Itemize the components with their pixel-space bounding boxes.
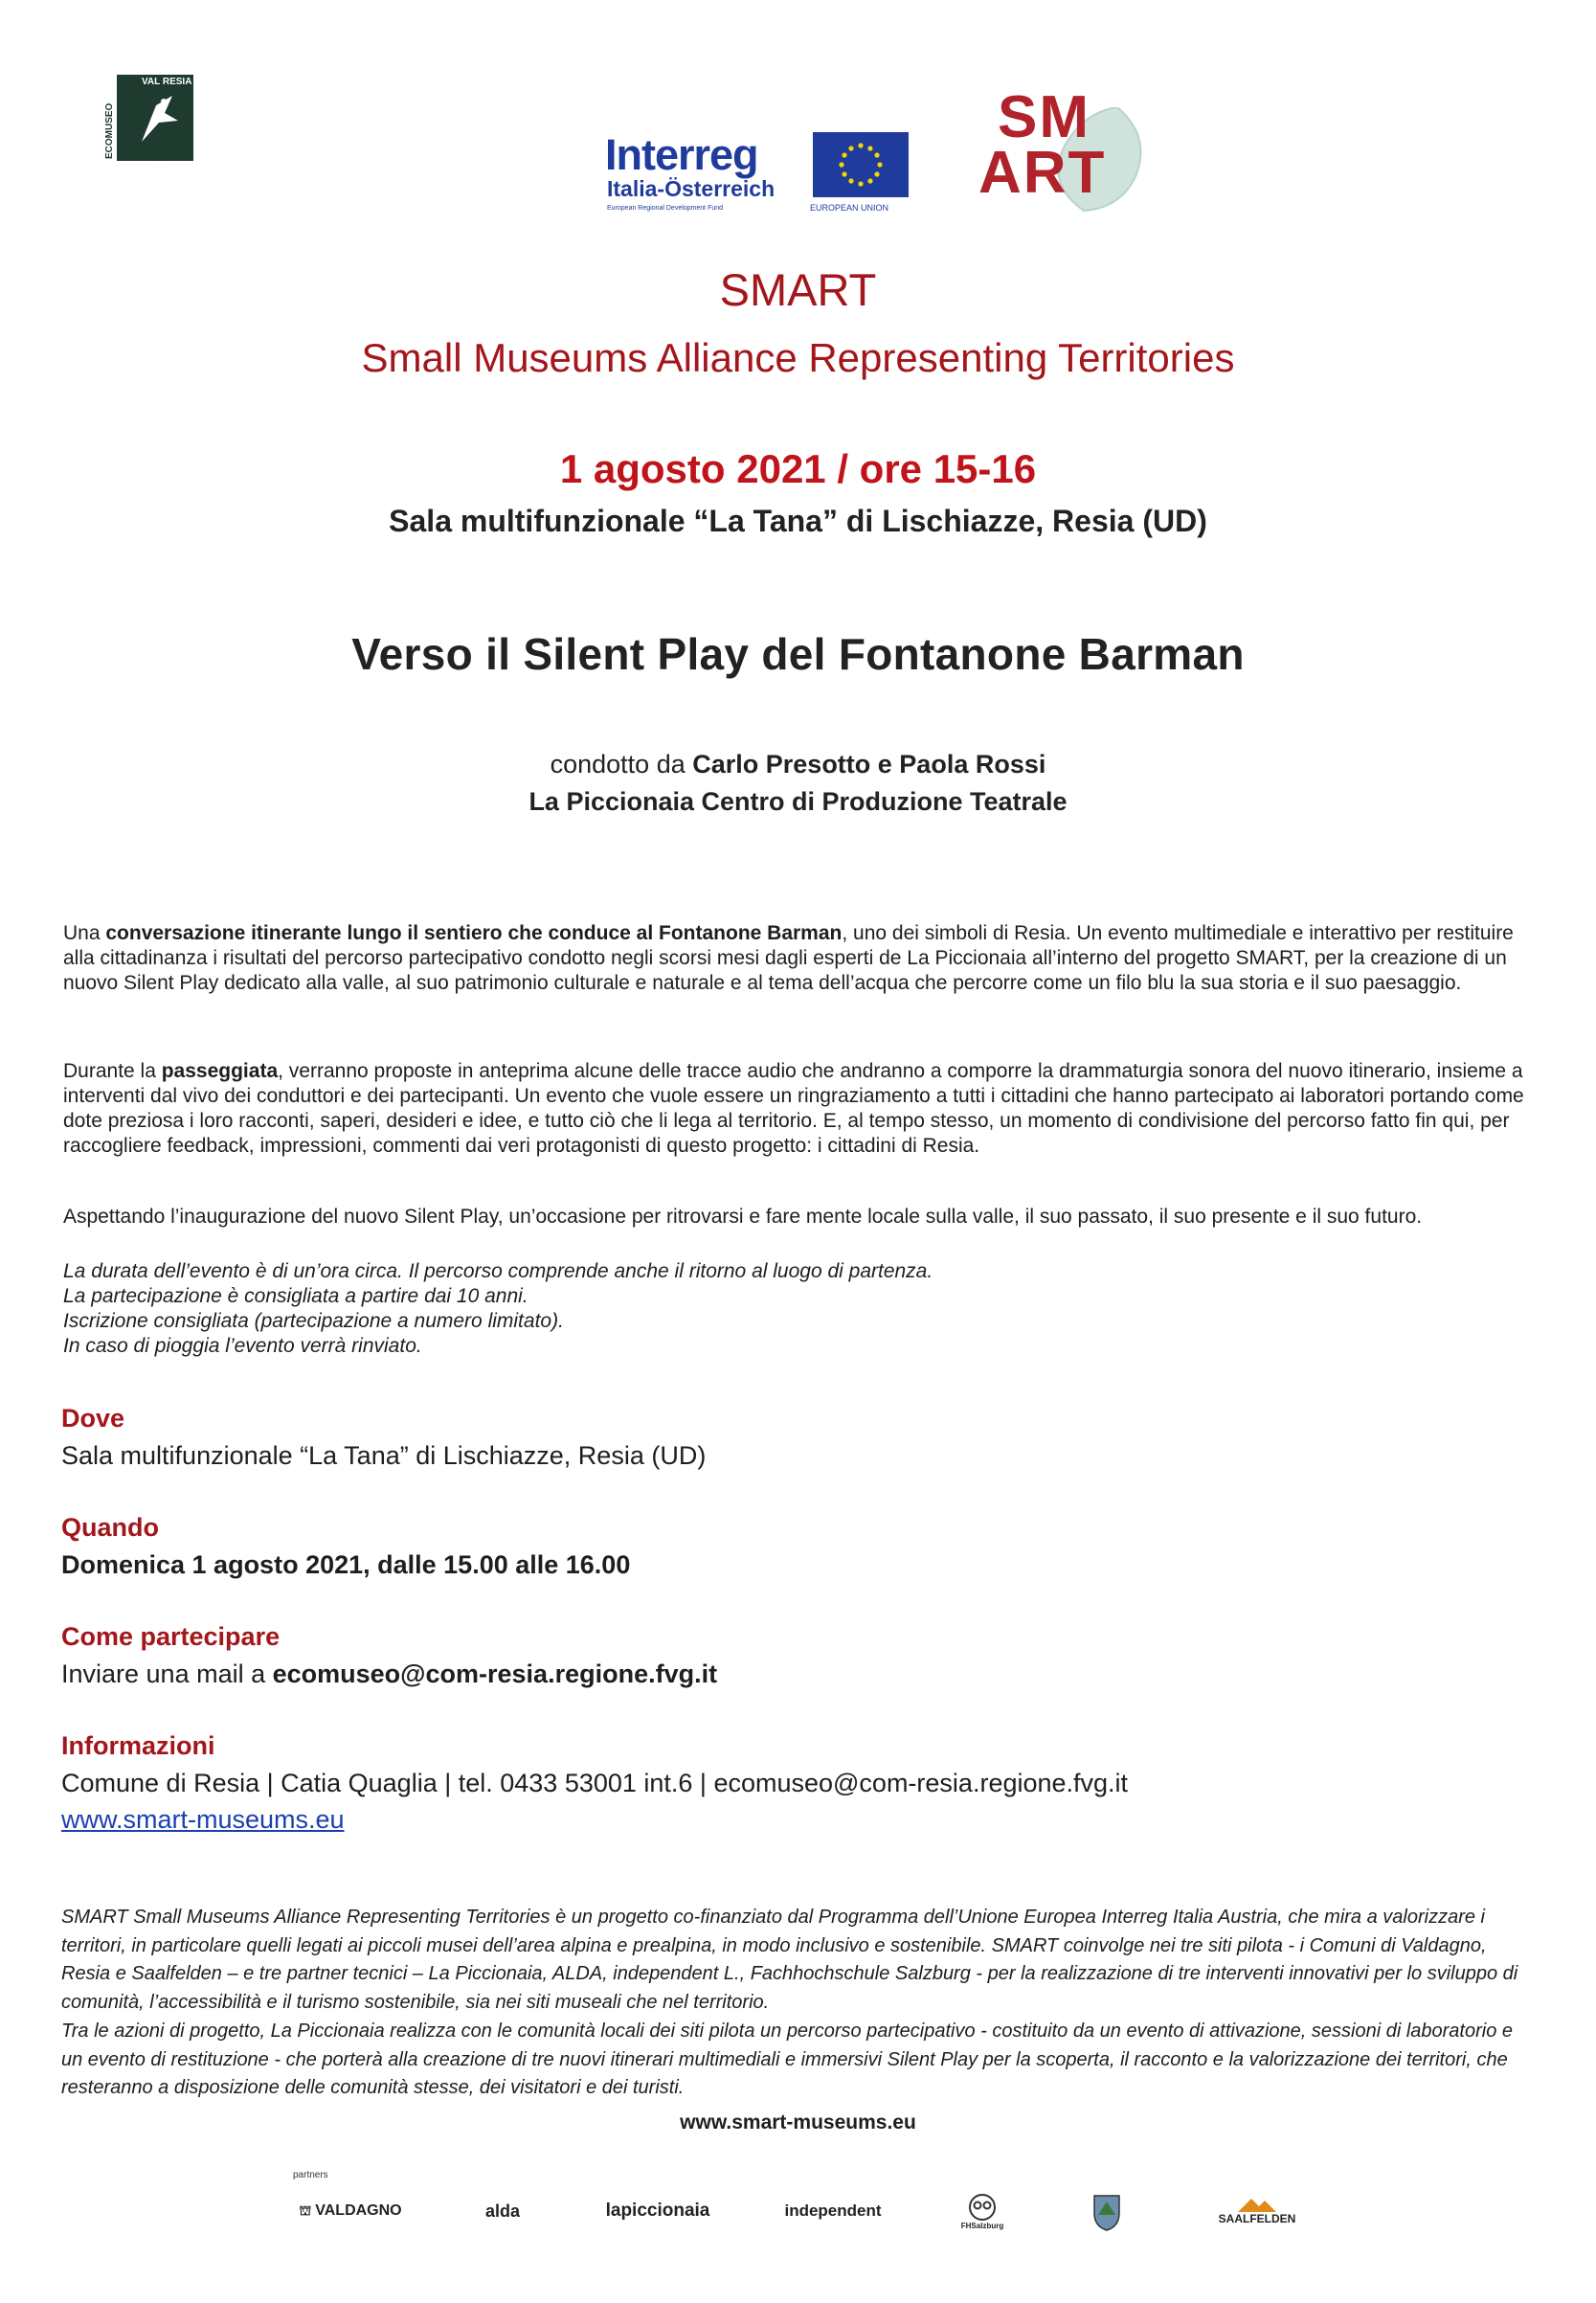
partecipare-heading: Come partecipare — [61, 1622, 281, 1651]
intro-pre: Una — [63, 922, 106, 944]
resia-crest-icon — [1090, 2190, 1123, 2232]
partners-label: partners — [293, 2170, 328, 2180]
interreg-fund: European Regional Development Fund — [607, 205, 724, 212]
partner-name: lapiccionaia — [605, 2201, 710, 2221]
partecipare-prefix: Inviare una mail a — [61, 1660, 273, 1688]
partner-logo-lapiccionaia — [596, 2187, 720, 2235]
event-notes — [63, 1259, 1538, 1359]
partner-logo-valdagno — [293, 2187, 408, 2235]
footer-project-description: SMART Small Museums Alliance Representing Territories è un progetto co-finanziato dal Programma dell’Unione Europea Interreg Italia Austria, che mira a valorizzare i territori, in particolare quelli legati ai piccoli musei dell’area alpina e prealpina, in modo inclusivo e sostenibile. SMART coinvolge nei tre siti pilota - i Comuni di Valdagno, Resia e Saalfelden – e tre partner tecnici – La Piccionaia, ALDA, independent L., Fachhochschule Salzburg - per la realizzazione di tre interventi innovativi per lo sviluppo di comunità, l’accessibilità e il turismo sostenibile, sia nei siti museali che nel territorio. — [61, 1907, 1518, 2013]
interreg-region: Italia-Österreich — [607, 176, 776, 201]
smart-logo-art: ART — [978, 140, 1107, 206]
partner-name: FHSalzburg — [960, 2221, 1004, 2230]
page-title: SMART — [719, 264, 877, 315]
paragraph-waiting: Aspettando l’inaugurazione del nuovo Silent Play, un’occasione per ritrovarsi e fare mente locale sulla valle, il suo passato, il suo presente e il suo futuro. — [63, 1206, 1423, 1228]
interreg-name: Interreg — [605, 130, 758, 179]
partecipare-email[interactable]: ecomuseo@com-resia.regione.fvg.it — [272, 1660, 718, 1688]
walk-pre: Durante la — [63, 1060, 162, 1082]
event-conducted-by — [0, 750, 1596, 779]
event-title: Verso il Silent Play del Fontanone Barman — [351, 629, 1245, 679]
ecomuseo-logo — [103, 67, 195, 163]
mountain-icon — [1238, 2197, 1276, 2212]
partecipare-value — [61, 1660, 717, 1689]
partner-name: VALDAGNO — [315, 2202, 402, 2219]
partner-logo-alda — [469, 2187, 536, 2235]
page-subtitle: Small Museums Alliance Representing Territories — [361, 335, 1235, 380]
paragraph-walk — [63, 1059, 1538, 1159]
walk-bold: passeggiata — [161, 1060, 279, 1082]
intro-bold: conversazione itinerante lungo il sentiero che conduce al Fontanone Barman — [105, 922, 843, 944]
partner-logo-saalfelden — [1204, 2187, 1310, 2235]
footer-url[interactable]: www.smart-museums.eu — [680, 2111, 916, 2134]
svg-text:ECOMUSEO: ECOMUSEO — [104, 102, 115, 159]
quando-value: Domenica 1 agosto 2021, dalle 15.00 alle 16.00 — [61, 1550, 631, 1579]
conductors: Carlo Presotto e Paola Rossi — [692, 750, 1046, 779]
footer-actions-description: Tra le azioni di progetto, La Piccionaia realizza con le comunità locali dei siti pilota un percorso partecipativo - costituito da un evento di attivazione, sessioni di laboratorio e un evento di restituzione - che porterà alla creazione di tre nuovi itinerari multimediali e immersivi Silent Play per la scoperta, il racconto e la valorizzazione dei territori, che resteranno a disposizione delle comunità stesse, dei visitatori e dei turisti. — [61, 2021, 1514, 2098]
website-link[interactable]: www.smart-museums.eu — [61, 1805, 345, 1834]
smart-logo — [978, 84, 1160, 213]
event-organization: La Piccionaia Centro di Produzione Teatrale — [528, 787, 1068, 816]
interreg-logo — [605, 130, 921, 216]
svg-text:VAL RESIA: VAL RESIA — [142, 77, 192, 87]
smart-logo-sm: SM — [998, 84, 1090, 150]
note-line: La durata dell’evento è di un’ora circa. Il percorso comprende anche il ritorno al luogo di partenza. — [63, 1260, 933, 1282]
dove-value: Sala multifunzionale “La Tana” di Lischiazze, Resia (UD) — [61, 1441, 707, 1470]
quando-heading: Quando — [61, 1513, 159, 1542]
walk-rest: , verranno proposte in anteprima alcune delle tracce audio che andranno a comporre la drammaturgia sonora del nuovo itinerario, insieme a interventi dal vivo dei conduttori e dei partecipanti. Un evento che vuole essere un ringraziamento a tutti i cittadini che hanno partecipato ai laboratori portando come dote preziosa i loro racconti, saperi, desideri e idee, e tutto ciò che li lega al territorio. E, al tempo stesso, un momento di condivisione del percorso fatto fin qui, per raccogliere feedback, impressioni, commenti dai veri protagonisti di questo progetto: i cittadini di Resia. — [63, 1060, 1524, 1157]
note-line: In caso di pioggia l’evento verrà rinviato. — [63, 1335, 422, 1357]
owl-icon — [968, 2193, 997, 2222]
valdagno-crest-icon: ⛫ — [299, 2201, 312, 2218]
note-line: La partecipazione è consigliata a partire dai 10 anni. — [63, 1285, 528, 1307]
info-heading: Informazioni — [61, 1731, 215, 1760]
partner-logo-fhsalzburg — [954, 2187, 1011, 2235]
eu-label: EUROPEAN UNION — [810, 203, 889, 213]
event-venue: Sala multifunzionale “La Tana” di Lischiazze, Resia (UD) — [389, 504, 1207, 538]
partner-logo-independent — [776, 2187, 890, 2235]
partner-name: alda — [484, 2201, 521, 2221]
paragraph-intro — [63, 921, 1538, 996]
intro-rest: , uno dei simboli di Resia. Un evento multimediale e interattivo per restituire alla cittadinanza i risultati del percorso partecipativo condotto negli scorsi mesi dagli esperti de La Piccionaia all’interno del progetto SMART, per la creazione di un nuovo Silent Play dedicato alla valle, al suo patrimonio culturale e naturale e al tema dell’acqua che percorre come un filo blu la sua storia e il suo paesaggio. — [63, 922, 1514, 994]
eu-flag-icon — [813, 132, 909, 197]
event-date: 1 agosto 2021 / ore 15-16 — [559, 446, 1037, 491]
dove-heading: Dove — [61, 1404, 125, 1433]
note-line: Iscrizione consigliata (partecipazione a numero limitato). — [63, 1310, 564, 1332]
info-value: Comune di Resia | Catia Quaglia | tel. 0433 53001 int.6 | ecomuseo@com-resia.regione.fvg.it — [61, 1769, 1129, 1797]
conducted-prefix: condotto da — [550, 750, 686, 779]
partner-name: independent — [784, 2201, 882, 2220]
partner-logo-resia — [1088, 2187, 1126, 2235]
partner-name: SAALFELDEN — [1218, 2212, 1296, 2225]
